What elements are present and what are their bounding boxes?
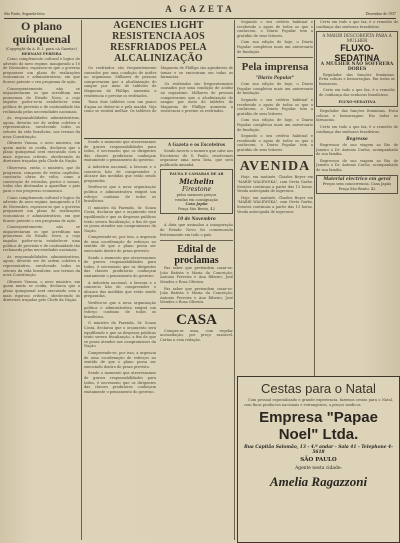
box-line: pelos menores preços [176,192,217,197]
edital-title: Edital de proclamas [174,244,219,267]
editorial-body [84,140,156,394]
ad-line: A MAIOR DESCOBERTA PARA A MULHER [322,33,392,43]
article-paragraph: Consequentemente, não se impacientaram os que acreditam nas promessas do Estado Novo, a cujo impulso poder-se-ia estabelecer uma politica de previsão e de continuidade tão reclamada pelas necessidades nacionais. [3,86,80,114]
ad-intro-paragraph: Com pessoal especializado e grande experiencia, fazemos cestas para o Natal, com finos productos nacionais e estrangeiros, a preços modicos. [244,398,393,407]
ad-brand: FLUXO-SEDATINA [334,43,380,64]
note-paragraph: Regressou de sua viagem ao Rio de Janeiro o Dr. Antonio Carlos, acompanhado de sua familia. [316,158,398,173]
ad-resfriados [84,20,233,138]
article-paragraph: Como complemento cultural e logico do advento do novo regime, inaugurado a 10 de Novembro, esperava-se que o governo preparasse um plano de realizações economicas e administrativas, em que ficasse patente o seu programa de ação. [3,195,80,223]
ad-paragraph: Certo em tudo o que faz, é o remedio de confiança das senhoras brasileiras. [319,88,395,97]
edital-text [160,266,233,305]
note-title: Regresso [346,136,368,142]
editorial-paragraph: Verifica-se que a nova organização politica e administrativa exigirá um esforço continuo de todos os brasileiros. [84,301,156,319]
misc-paragraph: Certo em tudo o que faz, é o remedio de confiança das senhoras brasileiras. [316,124,398,134]
ad-headline: AGENCIES LIGHT RESISTENCIA AOS RESFRIADOS PELA ALCALINIZAÇÃO [110,20,207,64]
divider [237,155,313,156]
intro-paragraph: Com sua edição de hoje, o Diario Popular completou mais um aniversario de fundação. [237,40,313,54]
box-address: Praça São Bento, 42 [338,186,376,191]
imprensa-headline: Pela imprensa [241,61,309,74]
imprensa-paragraph: Com sua edição de hoje, o Diario Popular completou mais um aniversario de fundação. [237,118,313,132]
column-notices [160,140,233,540]
article-paragraph: Observava, então, o ministro, que do programa, composto de varios capitulos, constarão obras de vulto, como a construção de estradas, portos e usinas, todas elas destinadas a aparelhar o país para o seu progresso economico. [3,166,80,194]
box-line: Casa Japão [185,202,208,207]
notice-title: A Gazeta e os Escoteiros [167,142,226,147]
editorial-paragraph: O ministro da Fazenda, Sr. Souza Costa, declarou que o orçamento será equilibrado e que as despesas publicas terão severa fiscalização, a fim de que se possa atender aos compromissos da Nação. [84,205,156,233]
box-title: PAUSA E CAMARAS DE AR [169,172,224,177]
column-ads [316,20,398,380]
ad-cestas-natal [237,376,400,543]
article-credit: (Copyright da A. B. I. para «A Gazeta») [5,47,78,51]
editorial-paragraph: A industria nacional, a lavoura e o comercio hão de compreender o alcance das medidas que estão sendo preparadas. [84,280,156,299]
masthead-date-right: Dezembro de 1937 [365,11,396,16]
ad-intro [238,398,399,407]
box-brand: Michelin [179,176,214,186]
article-paragraph: Olivares Vianna, o novo ministro, em quem muito se confia, declarou que o plano quinquenal será executado com o mais rigoroso criterio, obedecendo ás diretrizes traçadas pelo Chefe da Nação. [3,141,80,164]
ad-body [319,73,395,98]
avenida-paragraph: Hoje, em matinée, Charles Boyer em "MARIE WALEWSKA", com Greta Garbo. Sessões continuas a partir das 13 horas. Venda antecipada de ingressos. [237,175,313,194]
ad-agent-label: Agente nesta cidade: [295,466,342,472]
column-divider [81,20,82,540]
avenida-title: AVENIDA [239,159,311,175]
masthead-title: A GAZETA [165,4,235,14]
ad-michelin-box [160,169,233,214]
editorial-paragraph: O ministro da Fazenda, Sr. Souza Costa, declarou que o orçamento será equilibrado e que as despesas publicas terão severa fiscalização, a fim de que se possa atender aos compromissos da Nação. [84,321,156,349]
editorial-paragraph: Sendo o momento que atravessamos de graves responsabilidades para todos, é necessario que os dirigentes das classes produtoras conheçam exatamente o pensamento do governo. [84,371,156,394]
ad-address: Rua Capitão Salomão, 13 - 4.º andar - Sala 41 - Telephone 4-5618 [244,445,393,456]
masthead-date-left: São Paulo, Segunda-feira [4,11,45,16]
article-author: HERNANI PEREIRA [21,52,62,56]
date-title: 10 de Novembro [177,216,216,222]
article-headline: O plano quinquenal [12,20,71,46]
imprensa-paragraph: Com sua edição de hoje, o Diario Popular completou mais um aniversario de fundação. [237,82,313,96]
article-paragraph: As responsabilidades administrativas, agora, deverão ser de ordem coletiva e representativa, envolvendo todos os setores da vida brasileira, nos termos da nova Constituição. [3,254,80,278]
misc-paragraph: Regulador das funções femininas. Evita colicas e hemorragias. Em todas as farmacias. [316,109,398,123]
imprensa-paragraph: Segundo o seu critério habitual e recebendo o apoio de todos os que o conhecem, o Diario Popular tem a gratidão de seus leitores. [237,134,313,152]
avenida-paragraph: Hoje, em matinée, Charles Boyer em "MARIE WALEWSKA", com Greta Garbo. Sessões continuas a partir das 13 horas. Venda antecipada de ingressos. [237,195,313,214]
box-sub-brand: Firestone [181,185,212,193]
box-line: vendas em consignação [174,197,219,202]
notice-text [160,149,233,167]
ad-title: Cestas para o Natal [261,381,376,396]
column-plano-quinquenal [3,20,80,540]
note-text [316,143,398,173]
ad-material-electrico [316,175,398,195]
ad-sub: A MULHER NÃO SOFFRERA DORES [320,62,394,72]
section-rule [84,138,233,139]
note-paragraph: Regressou de sua viagem ao Rio de Janeiro o Dr. Antonio Carlos, acompanhado de sua familia. [316,143,398,157]
edital-paragraph: Faz saber que pretendem casar-se: João Batista e Maria da Conceição; Antonio Ferreira e Ana Ribeiro; José Mendes e Rosa Oliveira. [160,266,233,284]
ad-paragraph: Regulador das funções femininas. Evita colicas e hemorragias. Em todas as farmacias. [319,72,395,86]
imprensa-body [237,82,313,152]
masthead-rule [4,18,396,19]
column-editorial [84,140,156,540]
article-paragraph: Olivares Vianna, o novo ministro, em quem muito se confia, declarou que o plano quinquenal será executado com o mais rigoroso criterio, obedecendo ás diretrizes traçadas pelo Chefe da Nação. [3,279,80,303]
casa-title: CASA [176,311,217,328]
box-line: Praça São Bento, 42 [177,206,216,211]
ad-brand: Empresa "Papae Noel" Ltda. [259,409,378,444]
ad-paragraph: Tome dois tabletes com um pouco d'agua ao deitar-se e pela manhã. Veja como se sentirá melhor. Os tabletes de Magnesia de Phillips são agradaveis de tomar e se encontram em todas as farmacias. [84,66,233,114]
editorial-paragraph: Sendo o momento que atravessamos de graves responsabilidades para todos, é necessario que os dirigentes das classes produtoras conheçam exatamente o pensamento do governo. [84,255,156,279]
ad-footer: FLUXO-SEDATINA [338,99,376,104]
top-paragraph: Certo em tudo o que faz, é o remedio de confiança das senhoras brasileiras. [316,20,398,29]
casa-text [160,329,233,343]
article-paragraph: As responsabilidades administrativas, agora, deverão ser de ordem coletiva e representativa, envolvendo todos os setores da vida brasileira, nos termos da nova Constituição. [3,116,80,139]
box-title: Material electrico em geral [323,176,391,182]
notice-paragraph: Sendo incerto o numero que cabe aos Escoteiros de S. Paulo, resolvemos organizar uma nova lista, que será publicada amanhã. [160,149,233,167]
divider [237,57,313,58]
divider [160,308,233,309]
masthead [0,0,400,18]
column-divider [234,20,235,540]
edital-paragraph: Faz saber que pretendem casar-se: João Batista e Maria da Conceição; Antonio Ferreira e Ana Ribeiro; José Mendes e Rosa Oliveira. [160,286,233,305]
ad-paragraph: Os resfriados são frequentemente causados por uma condição de acidez no organismo. Milhares de pessoas comprovaram que a alcalinização do sangue por meio de tabletes de Magnesia de Phillips aumenta a resistencia e previne os resfriados. [84,66,157,98]
intro-text [237,20,313,54]
top-text [316,20,398,29]
misc-text [316,109,398,134]
editorial-paragraph: Verifica-se que a nova organização politica e administrativa exigirá um esforço continuo de todos os brasileiros. [84,185,156,204]
intro-paragraph: Segundo o seu critério habitual e recebendo o apoio de todos os que o conhecem, o Diario Popular tem a gratidão de seus leitores. [237,20,313,38]
box-text: Preços sem concorrencia. Casa Japão [322,182,392,187]
editorial-paragraph: A industria nacional, a lavoura e o comercio hão de compreender o alcance das medidas que estão sendo preparadas. [84,164,156,183]
imprensa-paragraph: Segundo o seu critério habitual e recebendo o apoio de todos os que o conhecem, o Diario Popular tem a gratidão de seus leitores. [237,97,313,116]
ad-agent-name: Amelia Ragazzoni [269,474,368,490]
editorial-paragraph: Sendo o momento que atravessamos de graves responsabilidades para todos, é necessario que os dirigentes das classes produtoras conheçam exatamente o pensamento do governo. [84,140,156,163]
ad-paragraph: Os resfriados são frequentemente causados por uma condição de acidez no organismo. Milhares de pessoas comprovaram que a alcalinização do sangue por meio de tabletes de Magnesia de Phillips aumenta a resistencia e previne os resfriados. [160,81,233,114]
ad-fluxo-sedatina [316,31,398,107]
divider [160,240,233,241]
article-paragraph: Como complemento cultural e logico do advento do novo regime, inaugurado a 10 de Novembro, esperava-se que o governo preparasse um plano de realizações economicas e administrativas, em que ficasse patente o seu programa de ação. [3,57,80,84]
date-text [160,223,233,237]
article-paragraph: Consequentemente, não se impacientaram os que acreditam nas promessas do Estado Novo, a cujo impulso poder-se-ia estabelecer uma politica de previsão e de continuidade tão reclamada pelas necessidades nacionais. [3,225,80,253]
imprensa-tag: "Diario Popular" [255,75,295,81]
casa-paragraph: Compra-se uma, com regular acomodação, por preço razoavel. Cartas a esta redação. [160,328,233,343]
date-paragraph: A data que assinalou a inauguração do Estado Novo foi comemorada festivamente em todo o país. [160,223,233,237]
article-body [3,57,80,303]
ad-city: SÃO PAULO [300,457,337,464]
ad-body [84,66,233,115]
column-imprensa [237,20,313,380]
avenida-body [237,175,313,214]
editorial-paragraph: Compreende-se, por isso, a urgencia de uma coordenação de esforços no sentido de que o plano possa ser executado dentro do prazo previsto. [84,235,156,254]
editorial-paragraph: Compreende-se, por isso, a urgencia de uma coordenação de esforços no sentido de que o plano possa ser executado dentro do prazo previsto. [84,350,156,369]
